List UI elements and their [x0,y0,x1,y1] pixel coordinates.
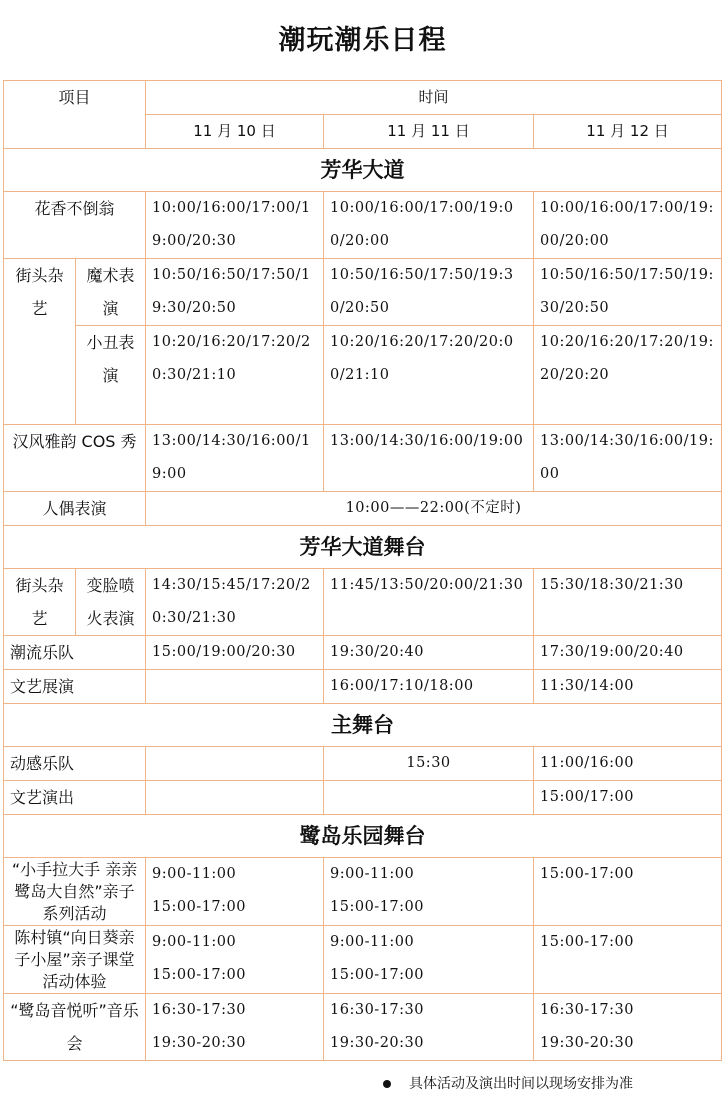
time-cell: 16:00/17:10/18:00 [324,670,534,704]
date-3: 11 月 12 日 [534,115,722,149]
table-row [4,492,722,526]
section-title: 芳华大道 [4,149,722,192]
time-cell [146,858,324,926]
time-line: 16:30-17:30 [540,1002,634,1018]
item-name: 小丑表演 [76,326,146,425]
time-line: 9:00-11:00 [330,866,415,882]
bullet-icon [383,1080,391,1088]
header-row [4,81,722,115]
item-name: 文艺展演 [4,670,146,704]
item-name: 花香不倒翁 [4,192,146,259]
time-cell [146,926,324,994]
time-cell: 10:20/16:20/17:20/20:30/21:10 [146,326,324,425]
section-row [4,704,722,747]
time-cell [534,926,722,994]
page-title: 潮玩潮乐日程 [278,25,447,56]
category-name: 街头杂艺 [4,569,76,636]
time-cell: 10:50/16:50/17:50/19:30/20:50 [146,259,324,326]
time-cell: 10:00——22:00(不定时) [146,492,722,526]
time-cell: 13:00/14:30/16:00/19:00 [324,425,534,492]
table-row [4,259,722,326]
item-name: 动感乐队 [4,747,146,781]
table-row [4,326,722,425]
section-row [4,526,722,569]
table-row [4,747,722,781]
table-row [4,926,722,994]
table-row [4,994,722,1061]
time-cell: 13:00/14:30/16:00/19:00 [146,425,324,492]
time-line: 9:00-11:00 [152,866,237,882]
item-name: 潮流乐队 [4,636,146,670]
table-row [4,781,722,815]
time-cell: 19:30/20:40 [324,636,534,670]
time-cell: 11:30/14:00 [534,670,722,704]
time-cell: 15:30/18:30/21:30 [534,569,722,636]
item-name: 陈村镇“向日葵亲子小屋”亲子课堂活动体验 [4,926,146,994]
table-row [4,192,722,259]
time-cell [324,858,534,926]
footnote [383,1074,633,1094]
time-cell [324,781,534,815]
time-cell [146,781,324,815]
date-1: 11 月 10 日 [146,115,324,149]
time-line: 9:00-11:00 [330,934,415,950]
time-line: 15:00-17:00 [152,967,246,983]
time-line: 16:30-17:30 [330,1002,424,1018]
time-cell: 11:00/16:00 [534,747,722,781]
table-row [4,636,722,670]
time-cell: 15:00/19:00/20:30 [146,636,324,670]
time-line: 19:30-20:30 [540,1035,634,1051]
time-cell [324,926,534,994]
category-name: 街头杂艺 [4,259,76,425]
time-line: 15:00-17:00 [330,899,424,915]
time-cell [534,858,722,926]
section-row [4,149,722,192]
header-item: 项目 [4,81,146,149]
time-cell: 10:00/16:00/17:00/19:00/20:00 [534,192,722,259]
time-cell: 13:00/14:30/16:00/19:00 [534,425,722,492]
table-row [4,569,722,636]
time-cell: 10:20/16:20/17:20/20:00/21:10 [324,326,534,425]
section-row [4,815,722,858]
item-name: “小手拉大手 亲亲鹭岛大自然”亲子系列活动 [4,858,146,926]
section-title: 鹭岛乐园舞台 [4,815,722,858]
time-cell [146,670,324,704]
time-cell: 17:30/19:00/20:40 [534,636,722,670]
time-cell: 10:50/16:50/17:50/19:30/20:50 [534,259,722,326]
schedule-table [3,80,722,1061]
item-name: “鹭岛音悦听”音乐会 [4,994,146,1061]
time-line: 15:00-17:00 [540,934,634,950]
time-cell: 11:45/13:50/20:00/21:30 [324,569,534,636]
time-cell: 10:00/16:00/17:00/19:00/20:00 [324,192,534,259]
time-cell: 10:00/16:00/17:00/19:00/20:30 [146,192,324,259]
time-cell [324,994,534,1061]
item-name: 文艺演出 [4,781,146,815]
section-title: 主舞台 [4,704,722,747]
table-row [4,858,722,926]
time-cell: 15:00/17:00 [534,781,722,815]
time-line: 19:30-20:30 [152,1035,246,1051]
time-line: 15:00-17:00 [540,866,634,882]
time-line: 19:30-20:30 [330,1035,424,1051]
time-cell [146,994,324,1061]
time-cell [534,994,722,1061]
time-cell: 10:50/16:50/17:50/19:30/20:50 [324,259,534,326]
item-name: 汉风雅韵 COS 秀 [4,425,146,492]
item-name: 魔术表演 [76,259,146,326]
footnote-text: 具体活动及演出时间以现场安排为准 [409,1076,633,1092]
time-cell [146,747,324,781]
date-2: 11 月 11 日 [324,115,534,149]
time-line: 15:00-17:00 [152,899,246,915]
time-cell: 10:20/16:20/17:20/19:20/20:20 [534,326,722,425]
time-cell: 14:30/15:45/17:20/20:30/21:30 [146,569,324,636]
section-title: 芳华大道舞台 [4,526,722,569]
time-cell: 15:30 [324,747,534,781]
time-line: 9:00-11:00 [152,934,237,950]
header-time: 时间 [146,81,722,115]
table-row [4,425,722,492]
item-name: 人偶表演 [4,492,146,526]
item-name: 变脸喷火表演 [76,569,146,636]
table-row [4,670,722,704]
time-line: 16:30-17:30 [152,1002,246,1018]
time-line: 15:00-17:00 [330,967,424,983]
